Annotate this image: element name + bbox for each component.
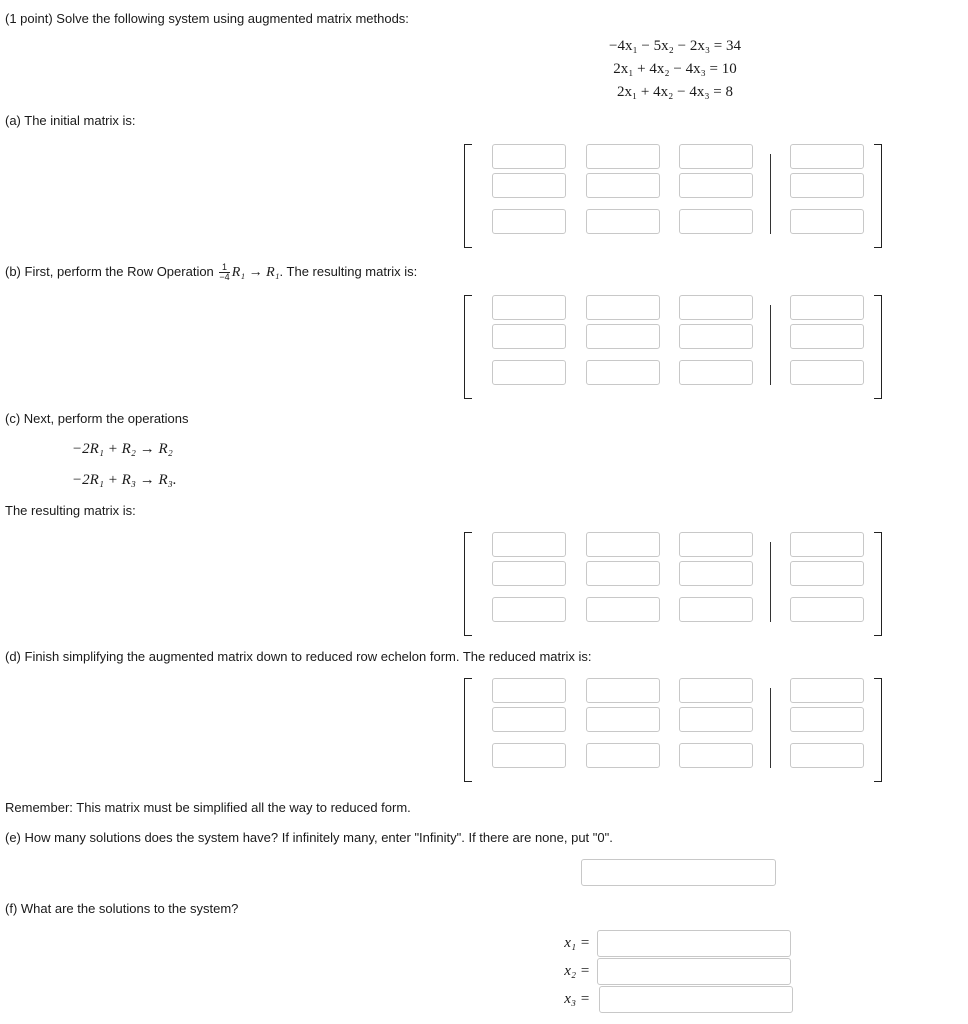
- matrix-b-cell-r3c3[interactable]: [679, 360, 753, 385]
- fraction-one-over-neg-four: [219, 263, 229, 282]
- matrix-a-cell-r3c1[interactable]: [492, 209, 566, 234]
- part-b-prefix: (b) First, perform the Row Operation: [5, 263, 214, 279]
- matrix-c-cell-r2c2[interactable]: [586, 561, 660, 586]
- part-b-label: [5, 263, 417, 282]
- matrix-c-cell-r2c1[interactable]: [492, 561, 566, 586]
- matrix-c-cell-r1c4[interactable]: [790, 532, 864, 557]
- matrix-left-bracket: [464, 678, 472, 782]
- matrix-c-cell-r3c1[interactable]: [492, 597, 566, 622]
- matrix-a-cell-r1c3[interactable]: [679, 144, 753, 169]
- matrix-b-cell-r2c1[interactable]: [492, 324, 566, 349]
- augment-divider: [770, 688, 771, 768]
- matrix-d-cell-r3c4[interactable]: [790, 743, 864, 768]
- matrix-right-bracket: [874, 532, 882, 636]
- matrix-b-cell-r3c2[interactable]: [586, 360, 660, 385]
- matrix-b: [464, 295, 890, 399]
- matrix-c-cell-r1c3[interactable]: [679, 532, 753, 557]
- part-c-op2: −2R₁ + R₃ → R₃.: [72, 472, 177, 488]
- equation-3: 2x₁ + 4x₂ − 4x₃ = 8: [616, 84, 734, 100]
- matrix-c-cell-r2c4[interactable]: [790, 561, 864, 586]
- matrix-left-bracket: [464, 144, 472, 248]
- part-a-label: (a) The initial matrix is:: [5, 113, 136, 128]
- augment-divider: [770, 154, 771, 234]
- matrix-c-cell-r3c4[interactable]: [790, 597, 864, 622]
- matrix-b-cell-r2c4[interactable]: [790, 324, 864, 349]
- part-f-label: (f) What are the solutions to the system?: [5, 901, 239, 916]
- matrix-a-cell-r2c1[interactable]: [492, 173, 566, 198]
- matrix-a-cell-r1c4[interactable]: [790, 144, 864, 169]
- problem-intro: (1 point) Solve the following system using augmented matrix methods:: [5, 11, 409, 26]
- matrix-d-cell-r1c2[interactable]: [586, 678, 660, 703]
- matrix-c-cell-r1c1[interactable]: [492, 532, 566, 557]
- matrix-d: [464, 678, 890, 782]
- matrix-c: [464, 532, 890, 636]
- matrix-right-bracket: [874, 295, 882, 399]
- part-c-label: (c) Next, perform the operations: [5, 411, 189, 426]
- solution-count-input[interactable]: [581, 859, 776, 886]
- remember-note: Remember: This matrix must be simplified all the way to reduced form.: [5, 800, 411, 815]
- part-d-label: (d) Finish simplifying the augmented matrix down to reduced row echelon form. The reduced matrix is:: [5, 649, 592, 664]
- matrix-c-cell-r3c3[interactable]: [679, 597, 753, 622]
- matrix-b-cell-r1c2[interactable]: [586, 295, 660, 320]
- x2-input[interactable]: [597, 958, 791, 985]
- matrix-d-cell-r2c3[interactable]: [679, 707, 753, 732]
- x1-label: x₁ =: [564, 935, 590, 951]
- part-e-label: (e) How many solutions does the system have? If infinitely many, enter "Infinity". If there are none, put "0".: [5, 830, 613, 845]
- part-c-result-label: The resulting matrix is:: [5, 503, 136, 518]
- matrix-d-cell-r3c2[interactable]: [586, 743, 660, 768]
- matrix-d-cell-r1c1[interactable]: [492, 678, 566, 703]
- matrix-a-cell-r1c1[interactable]: [492, 144, 566, 169]
- part-c-op1: −2R₁ + R₂ → R₂: [72, 441, 173, 457]
- part-b-suffix: . The resulting matrix is:: [279, 263, 418, 279]
- matrix-a: [464, 144, 890, 248]
- equation-1: −4x₁ − 5x₂ − 2x₃ = 34: [608, 38, 742, 54]
- equation-2: 2x₁ + 4x₂ − 4x₃ = 10: [613, 61, 737, 77]
- matrix-d-cell-r1c3[interactable]: [679, 678, 753, 703]
- matrix-b-cell-r2c3[interactable]: [679, 324, 753, 349]
- part-b-row-op: R₁ → R₁: [231, 264, 280, 280]
- matrix-a-cell-r1c2[interactable]: [586, 144, 660, 169]
- fraction-denominator: −4: [219, 272, 230, 282]
- x1-input[interactable]: [597, 930, 791, 957]
- augment-divider: [770, 542, 771, 622]
- fraction-numerator: 1: [219, 263, 229, 273]
- matrix-b-cell-r1c3[interactable]: [679, 295, 753, 320]
- matrix-d-cell-r2c2[interactable]: [586, 707, 660, 732]
- matrix-left-bracket: [464, 532, 472, 636]
- matrix-c-cell-r2c3[interactable]: [679, 561, 753, 586]
- matrix-c-cell-r3c2[interactable]: [586, 597, 660, 622]
- matrix-b-cell-r3c1[interactable]: [492, 360, 566, 385]
- matrix-a-cell-r3c2[interactable]: [586, 209, 660, 234]
- matrix-a-cell-r2c3[interactable]: [679, 173, 753, 198]
- matrix-a-cell-r3c4[interactable]: [790, 209, 864, 234]
- matrix-b-cell-r3c4[interactable]: [790, 360, 864, 385]
- matrix-c-cell-r1c2[interactable]: [586, 532, 660, 557]
- matrix-b-cell-r2c2[interactable]: [586, 324, 660, 349]
- matrix-b-cell-r1c4[interactable]: [790, 295, 864, 320]
- matrix-right-bracket: [874, 678, 882, 782]
- matrix-d-cell-r2c4[interactable]: [790, 707, 864, 732]
- matrix-right-bracket: [874, 144, 882, 248]
- x3-label: x₃ =: [564, 991, 590, 1007]
- matrix-left-bracket: [464, 295, 472, 399]
- matrix-d-cell-r3c1[interactable]: [492, 743, 566, 768]
- matrix-a-cell-r2c4[interactable]: [790, 173, 864, 198]
- x3-input[interactable]: [599, 986, 793, 1013]
- matrix-a-cell-r3c3[interactable]: [679, 209, 753, 234]
- augment-divider: [770, 305, 771, 385]
- matrix-d-cell-r2c1[interactable]: [492, 707, 566, 732]
- matrix-d-cell-r1c4[interactable]: [790, 678, 864, 703]
- x2-label: x₂ =: [564, 963, 590, 979]
- matrix-a-cell-r2c2[interactable]: [586, 173, 660, 198]
- matrix-b-cell-r1c1[interactable]: [492, 295, 566, 320]
- matrix-d-cell-r3c3[interactable]: [679, 743, 753, 768]
